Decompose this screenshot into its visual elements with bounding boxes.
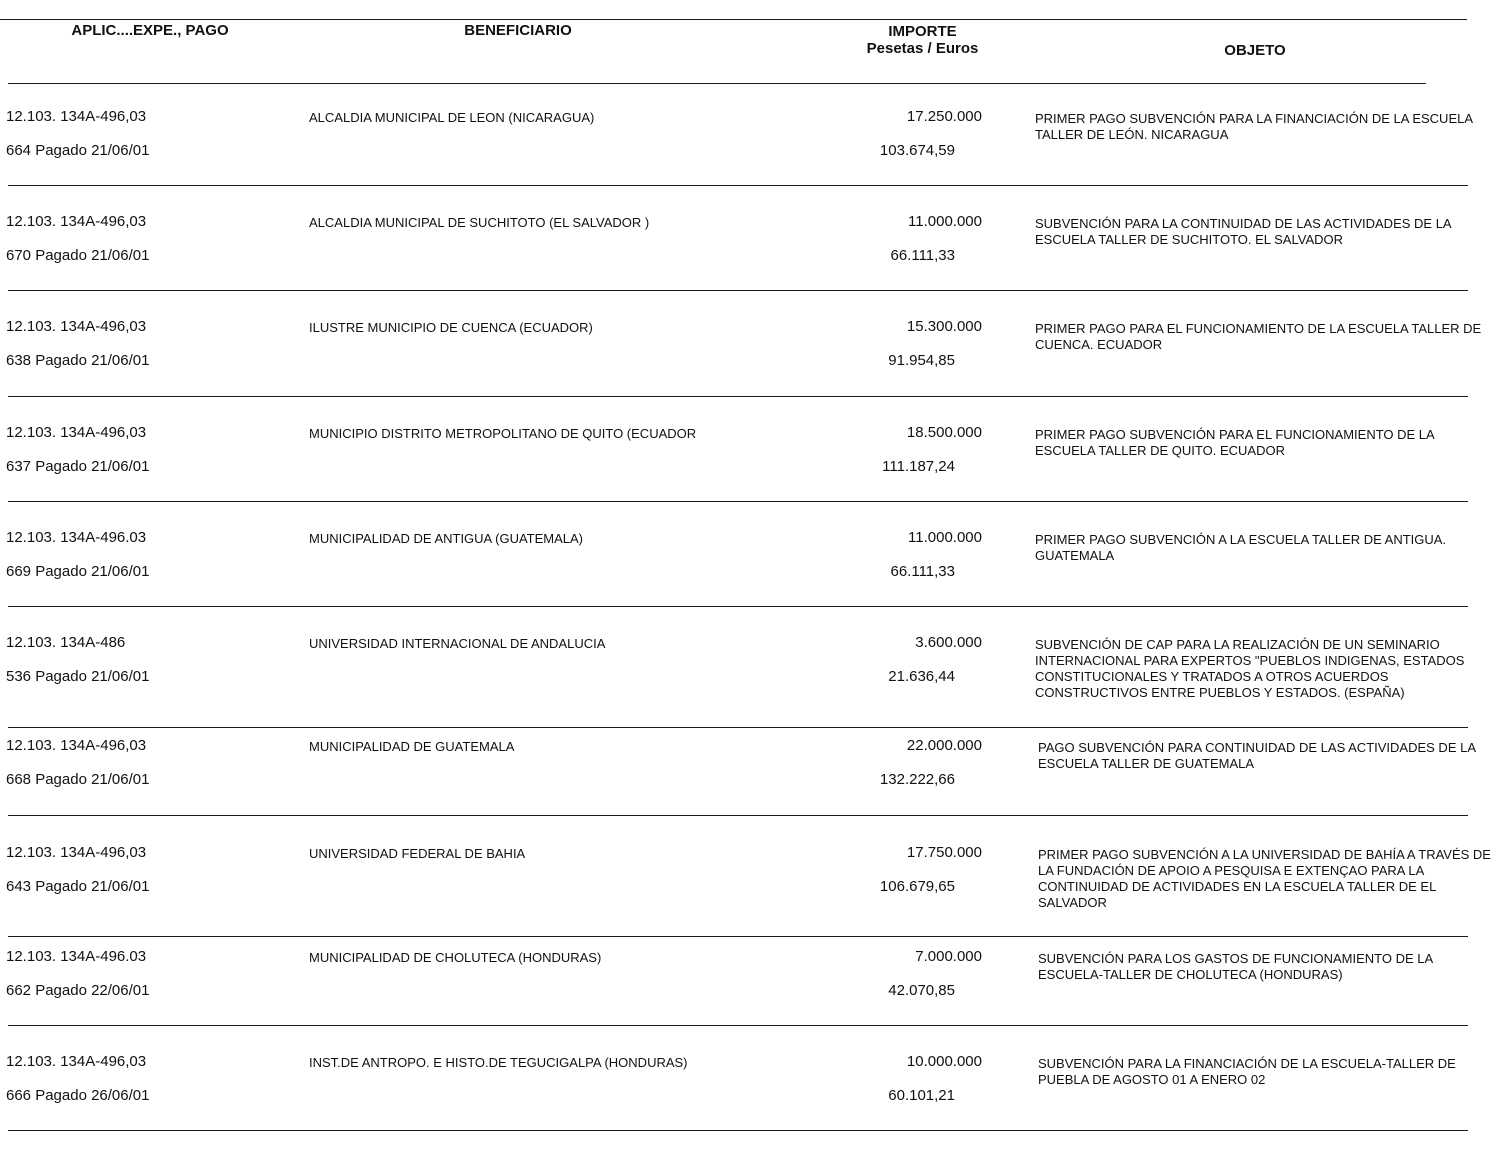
aplic-cell: 12.103. 134A-496,03 xyxy=(6,737,147,754)
beneficiario-cell: MUNICIPALIDAD DE ANTIGUA (GUATEMALA) xyxy=(309,531,584,546)
header-aplic: APLIC....EXPE., PAGO xyxy=(71,22,229,39)
importe-euros-cell: 21.636,44 xyxy=(888,668,955,685)
row-separator xyxy=(8,396,1468,397)
table-row xyxy=(0,948,1500,1052)
beneficiario-cell: ILUSTRE MUNICIPIO DE CUENCA (ECUADOR) xyxy=(309,320,593,335)
row-separator xyxy=(8,815,1468,816)
importe-pesetas-cell: 11.000.000 xyxy=(908,213,982,230)
row-separator xyxy=(8,606,1468,607)
importe-pesetas-cell: 11.000.000 xyxy=(908,529,982,546)
beneficiario-cell: UNIVERSIDAD FEDERAL DE BAHIA xyxy=(309,846,526,861)
beneficiario-cell: ALCALDIA MUNICIPAL DE LEON (NICARAGUA) xyxy=(309,110,595,125)
aplic-cell: 12.103. 134A-496,03 xyxy=(6,108,147,125)
importe-pesetas-cell: 15.300.000 xyxy=(906,318,982,335)
beneficiario-cell: MUNICIPALIDAD DE GUATEMALA xyxy=(309,739,515,754)
row-separator xyxy=(8,1130,1468,1131)
expediente-cell: 638 Pagado 21/06/01 xyxy=(6,352,150,369)
row-separator xyxy=(8,727,1468,728)
objeto-cell: PRIMER PAGO SUBVENCIÓN PARA LA FINANCIACIÓN DE LA ESCUELA TALLER DE LEÓN. NICARAGUA xyxy=(1035,111,1473,142)
expediente-cell: 664 Pagado 21/06/01 xyxy=(6,142,150,159)
header-top-rule xyxy=(0,19,1467,20)
table-row xyxy=(0,844,1500,948)
header-bottom-rule xyxy=(8,83,1426,84)
row-separator xyxy=(8,1025,1468,1026)
objeto-cell: SUBVENCIÓN DE CAP PARA LA REALIZACIÓN DE UN SEMINARIO INTERNACIONAL PARA EXPERTOS "PUEBLOS INDIGENAS, ESTADOS CONSTITUCIONALES Y TRATADOS A OTROS ACUERDOS CONSTRUCTIVOS ENTRE PUEBLOS Y ESTADOS. (ESPAÑA) xyxy=(1035,637,1465,700)
aplic-cell: 12.103. 134A-496,03 xyxy=(6,844,147,861)
table-row xyxy=(0,1053,1500,1157)
header-importe: IMPORTE xyxy=(888,23,957,40)
importe-pesetas-cell: 3.600.000 xyxy=(915,634,982,651)
aplic-cell: 12.103. 134A-496,03 xyxy=(6,1053,147,1070)
header-objeto: OBJETO xyxy=(1224,42,1286,59)
expediente-cell: 536 Pagado 21/06/01 xyxy=(6,668,150,685)
importe-euros-cell: 91.954,85 xyxy=(888,352,955,369)
header-beneficiario: BENEFICIARIO xyxy=(464,22,572,39)
aplic-cell: 12.103. 134A-496,03 xyxy=(6,424,147,441)
objeto-cell: PAGO SUBVENCIÓN PARA CONTINUIDAD DE LAS ACTIVIDADES DE LA ESCUELA TALLER DE GUATEMALA xyxy=(1038,740,1476,771)
objeto-cell: PRIMER PAGO SUBVENCIÓN PARA EL FUNCIONAMIENTO DE LA ESCUELA TALLER DE QUITO. ECUADOR xyxy=(1035,427,1434,458)
objeto-cell: SUBVENCIÓN PARA LOS GASTOS DE FUNCIONAMIENTO DE LA ESCUELA-TALLER DE CHOLUTECA (HONDURAS) xyxy=(1038,951,1433,982)
importe-euros-cell: 106.679,65 xyxy=(879,878,955,895)
beneficiario-cell: MUNICIPALIDAD DE CHOLUTECA (HONDURAS) xyxy=(309,950,602,965)
row-separator xyxy=(8,936,1468,937)
expediente-cell: 669 Pagado 21/06/01 xyxy=(6,563,150,580)
importe-pesetas-cell: 22.000.000 xyxy=(906,737,982,754)
aplic-cell: 12.103. 134A-486 xyxy=(6,634,126,651)
importe-pesetas-cell: 7.000.000 xyxy=(915,948,982,965)
aplic-cell: 12.103. 134A-496,03 xyxy=(6,213,147,230)
table-row xyxy=(0,213,1500,317)
beneficiario-cell: UNIVERSIDAD INTERNACIONAL DE ANDALUCIA xyxy=(309,636,606,651)
table-row xyxy=(0,318,1500,422)
importe-euros-cell: 66.111,33 xyxy=(890,247,955,264)
aplic-cell: 12.103. 134A-496.03 xyxy=(6,529,147,546)
expediente-cell: 670 Pagado 21/06/01 xyxy=(6,247,150,264)
objeto-cell: PRIMER PAGO SUBVENCIÓN A LA UNIVERSIDAD DE BAHÍA A TRAVÉS DE LA FUNDACIÓN DE APOIO A PESQUISA E EXTENÇAO PARA LA CONTINUIDAD DE ACTIVIDADES EN LA ESCUELA TALLER DE EL SALVADOR xyxy=(1038,847,1491,910)
importe-pesetas-cell: 10.000.000 xyxy=(906,1053,982,1070)
objeto-cell: SUBVENCIÓN PARA LA CONTINUIDAD DE LAS ACTIVIDADES DE LA ESCUELA TALLER DE SUCHITOTO. EL SALVADOR xyxy=(1035,216,1451,247)
importe-euros-cell: 60.101,21 xyxy=(888,1087,955,1104)
row-separator xyxy=(8,290,1468,291)
importe-euros-cell: 132.222,66 xyxy=(879,771,955,788)
table-row xyxy=(0,108,1500,212)
beneficiario-cell: INST.DE ANTROPO. E HISTO.DE TEGUCIGALPA (HONDURAS) xyxy=(309,1055,688,1070)
expediente-cell: 662 Pagado 22/06/01 xyxy=(6,982,150,999)
aplic-cell: 12.103. 134A-496.03 xyxy=(6,948,147,965)
table-row xyxy=(0,634,1500,738)
table-row xyxy=(0,529,1500,633)
importe-pesetas-cell: 18.500.000 xyxy=(906,424,982,441)
expediente-cell: 643 Pagado 21/06/01 xyxy=(6,878,150,895)
table-row xyxy=(0,737,1500,841)
beneficiario-cell: ALCALDIA MUNICIPAL DE SUCHITOTO (EL SALVADOR ) xyxy=(309,215,650,230)
expediente-cell: 666 Pagado 26/06/01 xyxy=(6,1087,150,1104)
table-row xyxy=(0,424,1500,528)
row-separator xyxy=(8,501,1468,502)
importe-euros-cell: 66.111,33 xyxy=(890,563,955,580)
objeto-cell: SUBVENCIÓN PARA LA FINANCIACIÓN DE LA ESCUELA-TALLER DE PUEBLA DE AGOSTO 01 A ENERO 02 xyxy=(1038,1056,1456,1087)
beneficiario-cell: MUNICIPIO DISTRITO METROPOLITANO DE QUITO (ECUADOR xyxy=(309,426,697,441)
expediente-cell: 668 Pagado 21/06/01 xyxy=(6,771,150,788)
row-separator xyxy=(8,185,1468,186)
importe-euros-cell: 103.674,59 xyxy=(879,142,955,159)
importe-euros-cell: 42.070,85 xyxy=(888,982,955,999)
expediente-cell: 637 Pagado 21/06/01 xyxy=(6,458,150,475)
aplic-cell: 12.103. 134A-496,03 xyxy=(6,318,147,335)
importe-pesetas-cell: 17.750.000 xyxy=(906,844,982,861)
objeto-cell: PRIMER PAGO PARA EL FUNCIONAMIENTO DE LA ESCUELA TALLER DE CUENCA. ECUADOR xyxy=(1035,321,1482,352)
importe-pesetas-cell: 17.250.000 xyxy=(906,108,982,125)
objeto-cell: PRIMER PAGO SUBVENCIÓN A LA ESCUELA TALLER DE ANTIGUA. GUATEMALA xyxy=(1035,532,1447,563)
header-importe-sub: Pesetas / Euros xyxy=(866,40,979,57)
importe-euros-cell: 111.187,24 xyxy=(882,458,955,475)
